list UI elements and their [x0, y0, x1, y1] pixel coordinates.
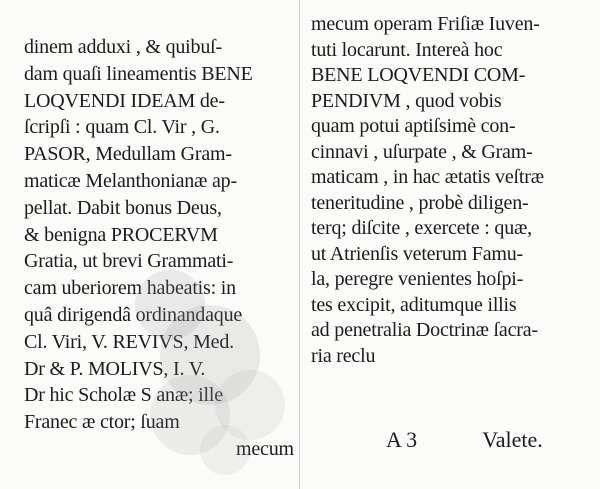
- text-line: dam quaſi lineamentis BENE: [24, 62, 253, 85]
- closing-word: Valete.: [482, 427, 543, 452]
- page-footer: [386, 427, 543, 453]
- catchword: mecum: [236, 437, 294, 460]
- text-line: pellat. Dabit bonus Deus,: [24, 196, 222, 219]
- right-page: [301, 0, 600, 489]
- text-line: ſcripſi : quam Cl. Vir , G.: [24, 116, 220, 139]
- text-line: Dr hic Scholæ S anæ; ille: [24, 384, 223, 407]
- text-line: tes excipit, aditumque illis: [311, 293, 517, 316]
- text-line: ad penetralia Doctrinæ ſacra-: [311, 319, 538, 341]
- text-line: LOQVENDI IDEAM de-: [24, 89, 225, 112]
- text-line: dinem adduxi , & quibuſ-: [24, 36, 222, 58]
- signature-mark: A 3: [386, 427, 418, 452]
- text-line: la, peregre venientes hoſpi-: [311, 268, 524, 290]
- text-line: Franec æ ctor; ſuam: [24, 411, 180, 434]
- text-line: terq; diſcite , exercete : quæ,: [311, 217, 532, 239]
- text-line: PENDIVM , quod vobis: [311, 89, 502, 112]
- text-line: ria reclu: [311, 344, 376, 367]
- text-line: & benigna PROCERVM: [24, 223, 218, 246]
- text-line: Cl. Viri, V. REVIVS, Med.: [24, 330, 234, 353]
- text-line: ut Atrienſis veterum Famu-: [311, 242, 523, 265]
- text-line: teneritudine , probè diligen-: [311, 191, 529, 214]
- text-line: tuti locarunt. Intereà hoc: [311, 38, 503, 61]
- text-line: maticæ Melanthonianæ ap-: [24, 169, 237, 192]
- text-line: PASOR, Medullam Gram-: [24, 143, 232, 166]
- text-line: mecum operam Friſiæ Iuven-: [311, 13, 540, 35]
- text-line: Gratia, ut brevi Grammati-: [24, 250, 234, 273]
- text-line: Dr & P. MOLIVS, I. V.: [24, 357, 206, 380]
- text-line: maticam , in hac ætatis veſtræ: [311, 166, 544, 188]
- text-line: cinnavi , uſurpate , & Gram-: [311, 140, 533, 163]
- text-line: cam uberiorem habeatis: in: [24, 277, 236, 300]
- text-line: quam potui aptiſsimè con-: [311, 115, 516, 137]
- text-line: quâ dirigendâ ordinandaque: [24, 303, 243, 326]
- text-line: BENE LOQVENDI COM-: [311, 64, 526, 86]
